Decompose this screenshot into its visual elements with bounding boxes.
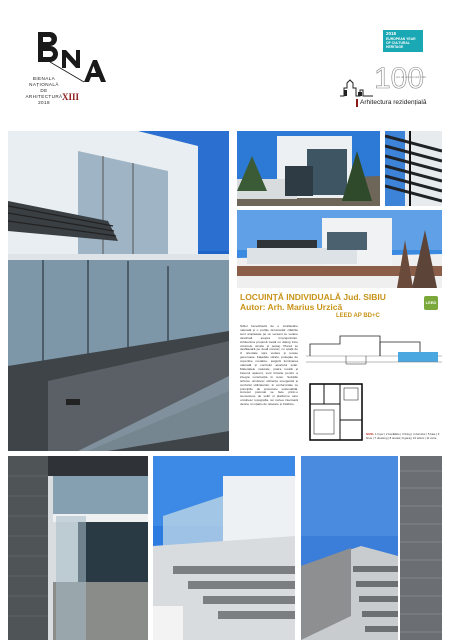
edition-number: XIII xyxy=(62,92,80,102)
photo-house-hill xyxy=(237,131,380,206)
photo-exterior-steps xyxy=(301,456,398,640)
floor-plan xyxy=(306,380,366,444)
centenary-logo xyxy=(338,58,426,98)
photo-stone-wall-facade xyxy=(8,456,148,640)
category-marker xyxy=(356,99,358,107)
category-title: Arhitectura rezidențială xyxy=(360,99,427,106)
section-drawing xyxy=(306,326,442,376)
project-description: Sibiul beneficiază de o similitudine naturală și o poziție dominantă: clădirile sunt amplasate pe un versant cu vedere deschisă asupra împrejurimilor. Arhitectura propusă caută un dialog între volumele simple și peisaj. Planul se desfășoară pe două niveluri, cu spații de zi orientate spre vedere și terase generoase. Fațadele vitrate, protejate de copertine metalice, asigură iluminarea naturală și controlul aportului solar. Materialele naturale, piatra locală și betonul aparent, sunt folosite pentru a integra construcția în teren. Soluțiile tehnice urmăresc eficiența energetică și confortul utilizatorilor, în conformitate cu principiile de proiectare sustenabilă. Accesul pietonal se face printr-o succesiune de scări și platforme care urmăresc topografia, iar curtea interioară devine un spațiu de relaxare și întâlnire. xyxy=(240,325,298,407)
project-author: Autor: Arh. Marius Urzică xyxy=(240,302,343,312)
project-certification: LEED AP BD+C xyxy=(336,313,380,319)
photo-stairs-glass xyxy=(153,456,295,640)
legend-label: NIVEL xyxy=(366,432,375,436)
photo-house-winter xyxy=(237,210,442,288)
bna-subtitle: BIENALA NAȚIONALĂ DE ARHITECTURĂ 2018 xyxy=(25,76,63,105)
photo-louvers-detail xyxy=(385,131,442,206)
plan-legend xyxy=(366,432,446,440)
centenary-number: 100 xyxy=(374,62,425,95)
photo-stone-wall-detail xyxy=(400,456,442,640)
eu-heritage-badge: 2018 EUROPEAN YEAR OF CULTURAL HERITAGE xyxy=(383,30,423,52)
photo-terrace-facade xyxy=(8,131,229,451)
leed-badge-icon: LEED AP xyxy=(424,296,438,310)
centenary-caption: ani de arhitectură în R xyxy=(396,75,426,79)
project-title: LOCUINȚĂ INDIVIDUALĂ Jud. SIBIU xyxy=(240,292,386,302)
legend-items: 1 foyer | 2 bucătărie | 3 living | 4 dormitor | 5 baie | 6 birou | 7 dressing | 8 terasă | 9 garaj | 10 tehnic | 11 curte xyxy=(366,432,440,440)
